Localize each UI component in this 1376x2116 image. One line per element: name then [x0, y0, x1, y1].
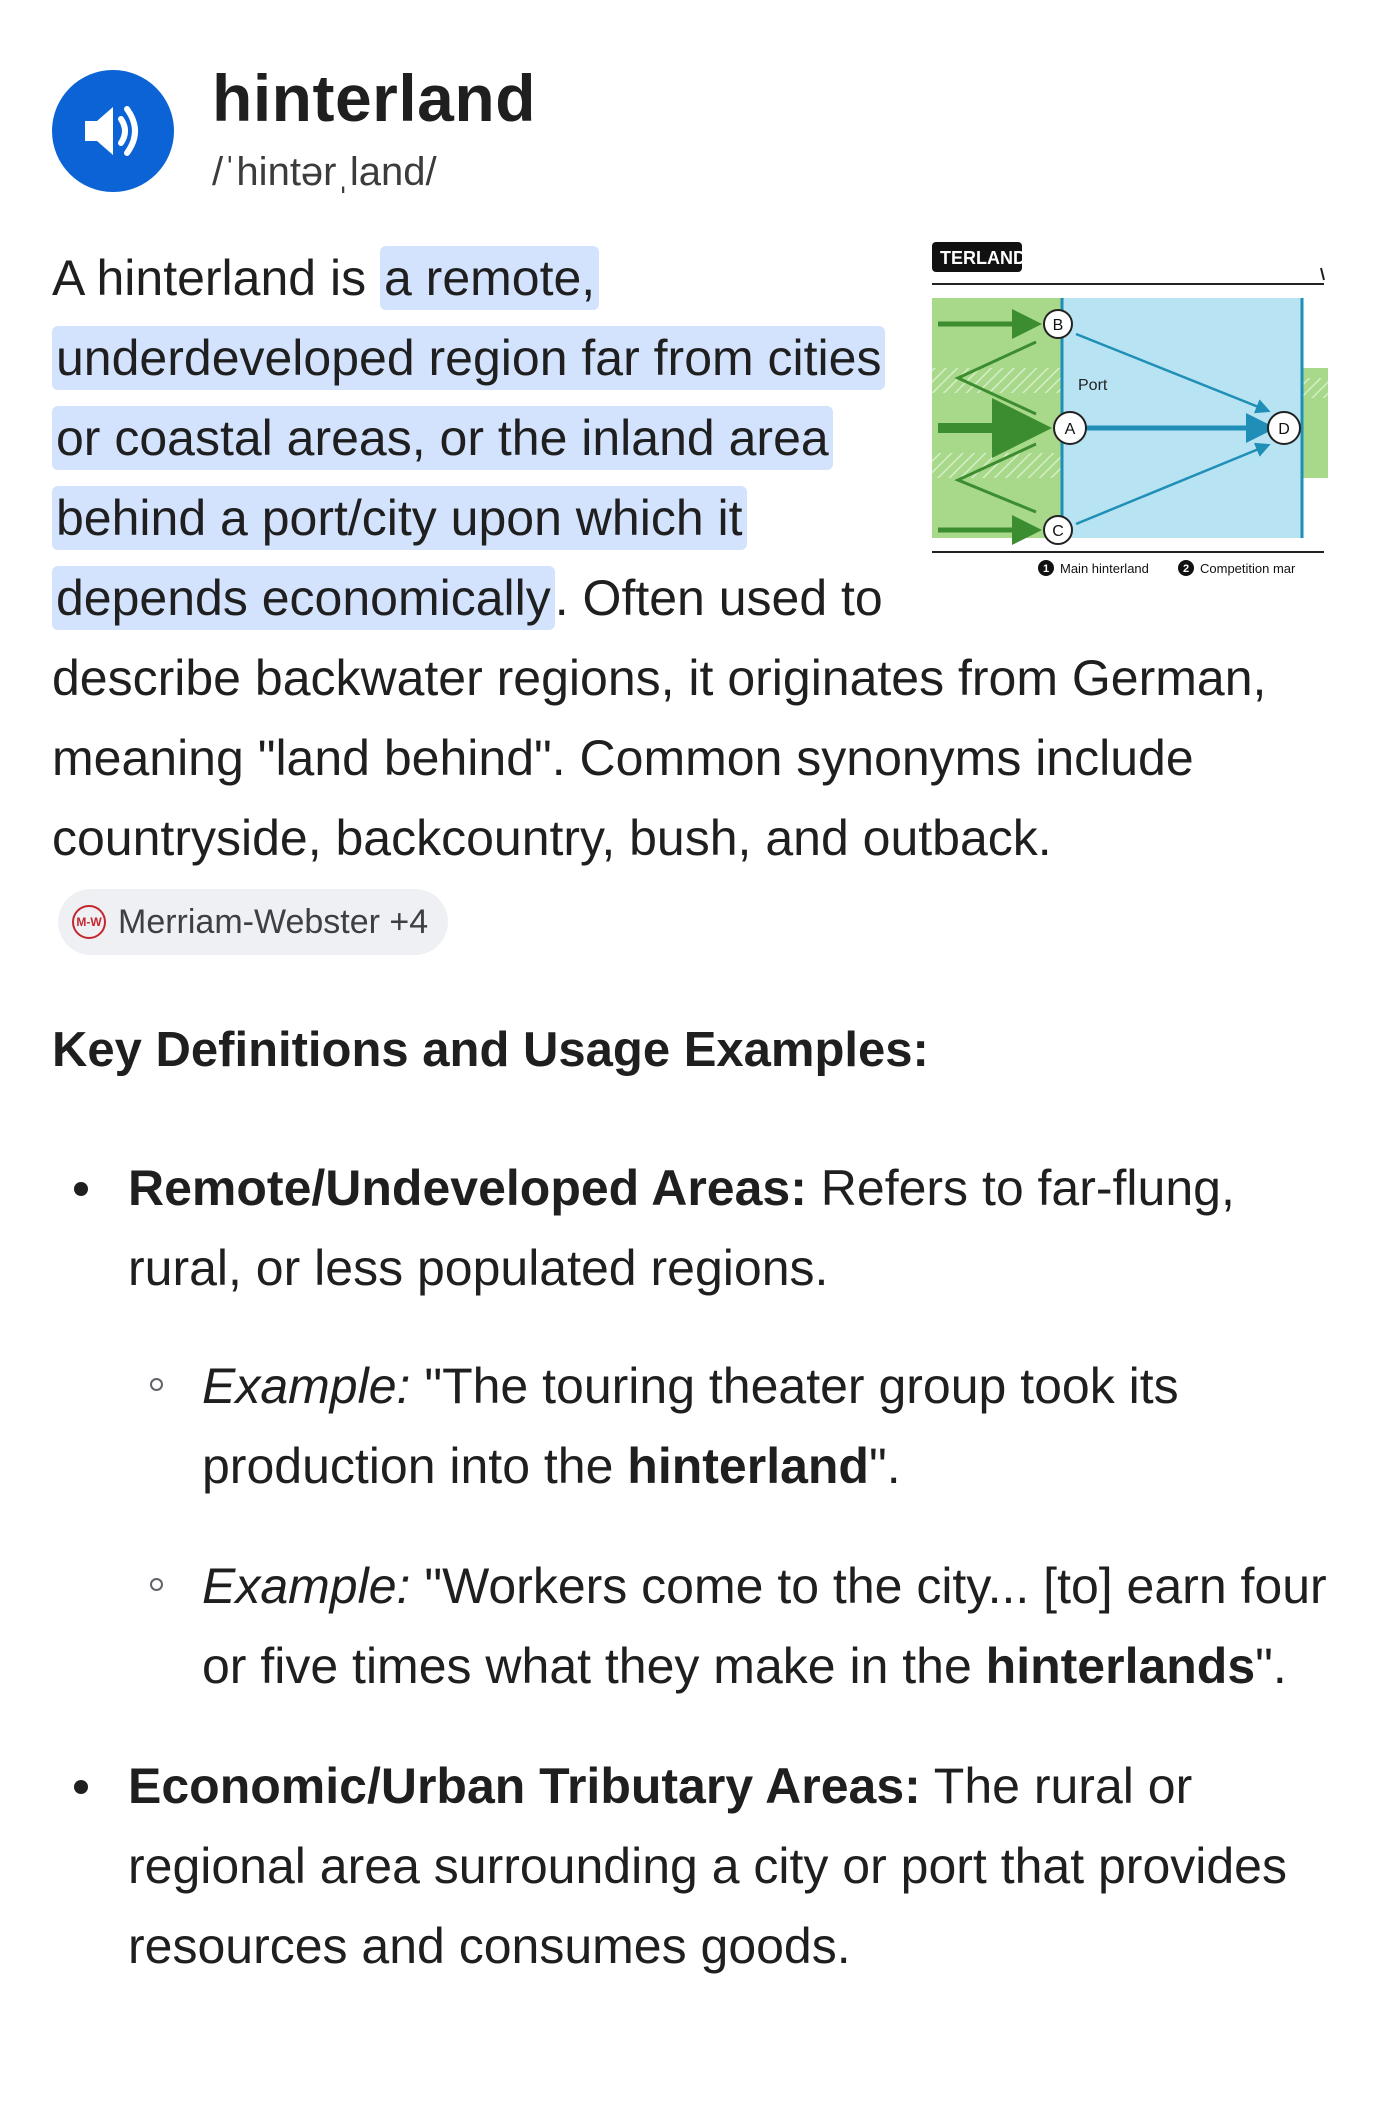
diagram-legend-2-label: Competition mar — [1200, 561, 1296, 576]
diagram-legend-2-num: 2 — [1182, 563, 1190, 575]
definition-item — [52, 1148, 1328, 1706]
merriam-webster-logo-icon: M-W — [72, 905, 106, 939]
section-heading: Key Definitions and Usage Examples: — [52, 1023, 929, 1077]
diagram-node-c: C — [1052, 523, 1064, 540]
bullet-icon — [74, 1182, 88, 1196]
phonetic-spelling: /ˈhintərˌland/ — [212, 150, 437, 194]
source-chip[interactable] — [58, 889, 448, 955]
diagram-header: TERLAND — [940, 248, 1026, 268]
bullet-icon — [74, 1780, 88, 1794]
summary-paragraph — [52, 238, 1328, 958]
example-end: ". — [868, 1438, 901, 1494]
pronunciation-speaker-button[interactable] — [52, 70, 174, 192]
source-chip-label: Merriam-Webster +4 — [118, 902, 429, 941]
summary-highlight[interactable]: a remote, underdeveloped region far from cities or coastal areas, or the inland area behind a port/city upon which it depends economically — [52, 246, 885, 630]
example-keyword: hinterland — [627, 1438, 869, 1494]
example-label: Example: — [202, 1358, 411, 1414]
summary-rest: . Often used to describe backwater regions, it originates from German, meaning "land behind". Common synonyms include countryside, backcountry, bush, and outback. — [52, 570, 1267, 866]
example-keyword: hinterlands — [985, 1638, 1256, 1694]
diagram-legend-1-label: Main hinterland — [1060, 561, 1149, 576]
example-text: "Workers come to the city... [to] earn four or five times what they make in the — [202, 1558, 1327, 1694]
example-item — [128, 1546, 1328, 1706]
definition-term: Economic/Urban Tributary Areas: — [128, 1758, 921, 1814]
definition-text: Refers to far-flung, rural, or less populated regions. — [128, 1160, 1235, 1296]
diagram-port-label: Port — [1078, 377, 1108, 394]
summary-intro: A hinterland is — [52, 250, 380, 306]
hinterland-diagram[interactable] — [928, 238, 1328, 578]
example-end: ". — [1255, 1638, 1287, 1694]
example-text: "The touring theater group took its production into the — [202, 1358, 1179, 1494]
definition-text: The rural or regional area surrounding a city or port that provides resources and consumes goods. — [128, 1758, 1287, 1974]
definitions-list — [52, 1148, 1328, 2016]
diagram-node-b: B — [1052, 317, 1064, 334]
diagram-legend-1-num: 1 — [1042, 563, 1050, 575]
examples-list — [128, 1346, 1328, 1706]
example-label: Example: — [202, 1558, 411, 1614]
speaker-icon — [81, 101, 145, 161]
headword: hinterland — [212, 61, 537, 135]
circle-bullet-icon — [150, 1378, 163, 1391]
circle-bullet-icon — [150, 1578, 163, 1591]
example-item — [128, 1346, 1328, 1506]
definition-term: Remote/Undeveloped Areas: — [128, 1160, 807, 1216]
diagram-node-d: D — [1278, 421, 1290, 438]
diagram-node-a: A — [1064, 421, 1076, 438]
definition-item — [52, 1746, 1328, 1986]
